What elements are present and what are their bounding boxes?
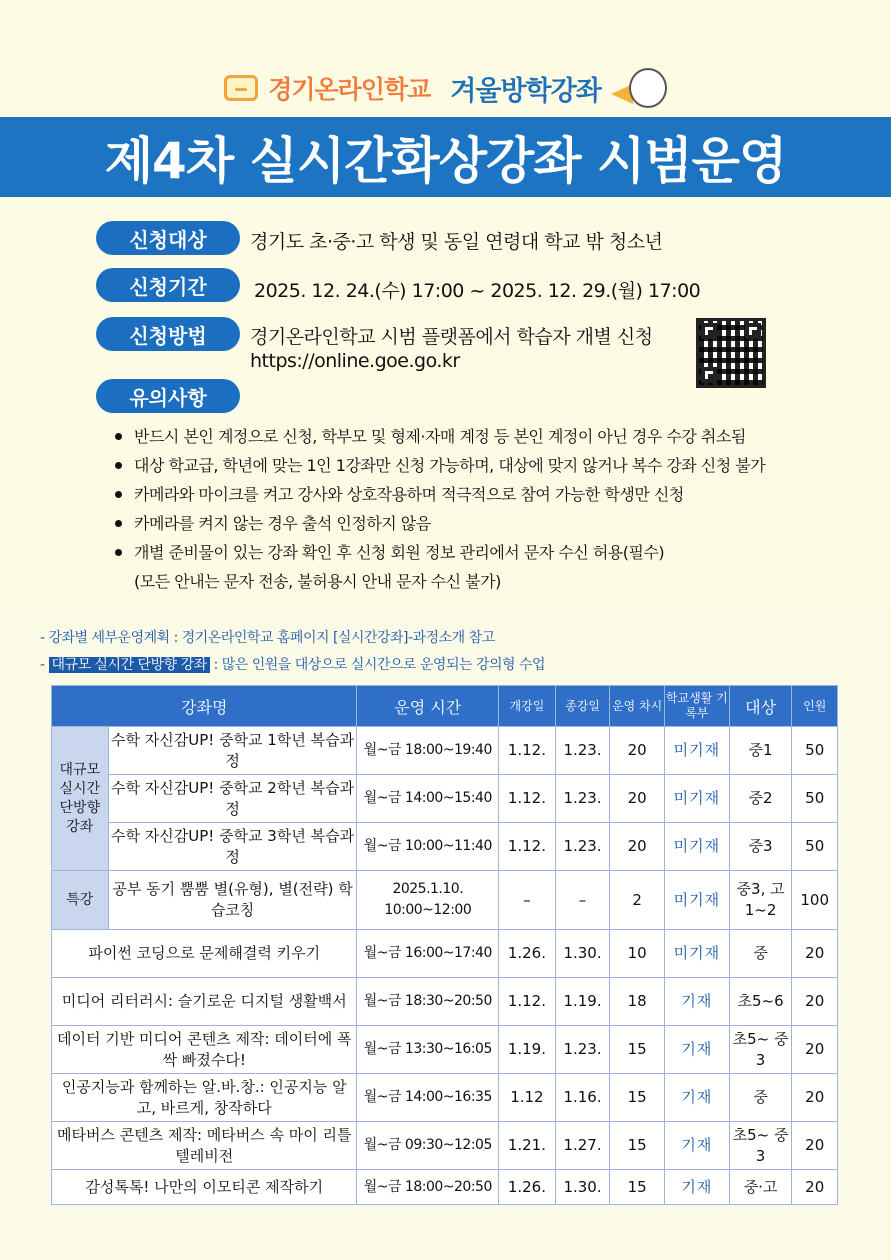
megaphone-icon	[611, 66, 667, 110]
cell-start: 1.19.	[499, 1026, 556, 1074]
list-item: 반드시 본인 계정으로 신청, 학부모 및 형제·자매 계정 등 본인 계정이 아닌 경우 수강 취소됨	[112, 422, 765, 451]
cell-capacity: 20	[792, 1122, 838, 1170]
cell-end: 1.16.	[555, 1074, 610, 1122]
cell-target: 중1	[729, 727, 792, 775]
page-title: 제4차 실시간화상강좌 시범운영	[104, 132, 787, 190]
header-end: 종강일	[555, 686, 610, 727]
cell-target: 중3, 고1~2	[729, 871, 792, 930]
cell-record: 기재	[664, 1074, 729, 1122]
bullet-icon	[115, 491, 122, 498]
cell-capacity: 100	[792, 871, 838, 930]
cell-record: 기재	[664, 978, 729, 1026]
cell-course: 수학 자신감UP! 중학교 3학년 복습과정	[108, 823, 357, 871]
cell-record: 미기재	[664, 727, 729, 775]
cell-end: 1.27.	[555, 1122, 610, 1170]
reference-line-1: - 강좌별 세부운영계획 : 경기온라인학교 홈페이지 [실시간강좌]-과정소개 참고	[40, 630, 495, 646]
header-course: 강좌명	[52, 686, 357, 727]
site-url[interactable]: https://online.goe.go.kr	[250, 350, 460, 372]
cell-course: 수학 자신감UP! 중학교 1학년 복습과정	[108, 727, 357, 775]
cell-record: 미기재	[664, 871, 729, 930]
list-item: 대상 학교급, 학년에 맞는 1인 1강좌만 신청 가능하며, 대상에 맞지 않거나 복수 강좌 신청 불가	[112, 451, 765, 480]
cell-capacity: 50	[792, 823, 838, 871]
cell-target: 중·고	[729, 1170, 792, 1205]
cell-start: 1.26.	[499, 1170, 556, 1205]
label-notes: 유의사항	[96, 379, 240, 413]
label-method: 신청방법	[96, 317, 240, 351]
cell-capacity: 20	[792, 1074, 838, 1122]
cell-target: 중	[729, 1074, 792, 1122]
cell-start: 1.12.	[499, 775, 556, 823]
cell-time: 월~금 18:30~20:50	[357, 978, 499, 1026]
table-row	[52, 775, 838, 823]
cell-end: 1.23.	[555, 1026, 610, 1074]
brand-name: 경기온라인학교	[268, 75, 431, 104]
cell-sessions: 20	[610, 727, 665, 775]
cell-capacity: 50	[792, 775, 838, 823]
header-sessions: 운영 차시	[610, 686, 665, 727]
cell-start: 1.12	[499, 1074, 556, 1122]
cell-time: 월~금 18:00~19:40	[357, 727, 499, 775]
reference-highlight: 대규모 실시간 단방향 강좌	[49, 657, 210, 673]
cell-record: 기재	[664, 1026, 729, 1074]
cell-sessions: 15	[610, 1122, 665, 1170]
reference-line-2: - 대규모 실시간 단방향 강좌 : 많은 인원을 대상으로 실시간으로 운영되는 강의형 수업	[40, 657, 546, 673]
monitor-icon	[224, 75, 258, 101]
cell-start: 1.12.	[499, 823, 556, 871]
cell-sessions: 18	[610, 978, 665, 1026]
header-time: 운영 시간	[357, 686, 499, 727]
cell-record: 기재	[664, 1170, 729, 1205]
table-row	[52, 1074, 838, 1122]
cell-end: 1.23.	[555, 727, 610, 775]
category-special: 특강	[52, 871, 109, 930]
list-item: 카메라를 켜지 않는 경우 출석 인정하지 않음	[112, 509, 765, 538]
cell-start: 1.12.	[499, 727, 556, 775]
cell-start: 1.21.	[499, 1122, 556, 1170]
cell-course: 수학 자신감UP! 중학교 2학년 복습과정	[108, 775, 357, 823]
header-target: 대상	[729, 686, 792, 727]
table-row	[52, 727, 838, 775]
cell-sessions: 2	[610, 871, 665, 930]
category-large: 대규모 실시간 단방향 강좌	[52, 727, 109, 871]
cell-time: 월~금 16:00~17:40	[357, 930, 499, 978]
cell-record: 미기재	[664, 930, 729, 978]
table-row	[52, 978, 838, 1026]
header-capacity: 인원	[792, 686, 838, 727]
cell-course: 데이터 기반 미디어 콘텐츠 제작: 데이터에 폭싹 빠졌수다!	[52, 1026, 357, 1074]
cell-end: 1.23.	[555, 823, 610, 871]
cell-capacity: 20	[792, 1026, 838, 1074]
header-record: 학교생활 기록부	[664, 686, 729, 727]
cell-course: 파이썬 코딩으로 문제해결력 키우기	[52, 930, 357, 978]
cell-time: 2025.1.10. 10:00~12:00	[357, 871, 499, 930]
cell-course: 메타버스 콘텐츠 제작: 메타버스 속 마이 리틀 텔레비전	[52, 1122, 357, 1170]
cell-course: 감성톡톡! 나만의 이모티콘 제작하기	[52, 1170, 357, 1205]
cell-record: 기재	[664, 1122, 729, 1170]
cell-target: 중	[729, 930, 792, 978]
brand-header	[0, 66, 891, 110]
cell-sessions: 20	[610, 775, 665, 823]
cell-end: 1.30.	[555, 930, 610, 978]
brand-subtitle: 겨울방학강좌	[450, 75, 601, 107]
cell-end: 1.19.	[555, 978, 610, 1026]
qr-code	[696, 318, 766, 388]
cell-target: 초5~ 중3	[729, 1026, 792, 1074]
cell-start: 1.12.	[499, 978, 556, 1026]
table-row	[52, 1122, 838, 1170]
list-item: 개별 준비물이 있는 강좌 확인 후 신청 회원 정보 관리에서 문자 수신 허용(필수)	[112, 538, 765, 567]
cell-end: 1.30.	[555, 1170, 610, 1205]
table-row	[52, 1170, 838, 1205]
list-item: 카메라와 마이크를 켜고 강사와 상호작용하며 적극적으로 참여 가능한 학생만 신청	[112, 480, 765, 509]
cell-capacity: 20	[792, 978, 838, 1026]
label-target: 신청대상	[96, 221, 240, 255]
cell-end: 1.23.	[555, 775, 610, 823]
cell-sessions: 15	[610, 1170, 665, 1205]
target-value: 경기도 초·중·고 학생 및 동일 연령대 학교 밖 청소년	[250, 231, 663, 253]
cell-sessions: 15	[610, 1026, 665, 1074]
cell-time: 월~금 18:00~20:50	[357, 1170, 499, 1205]
schedule-table	[51, 685, 838, 1205]
bullet-icon	[115, 433, 122, 440]
cell-record: 미기재	[664, 823, 729, 871]
cell-time: 월~금 09:30~12:05	[357, 1122, 499, 1170]
cell-start: 1.26.	[499, 930, 556, 978]
bullet-icon	[115, 549, 122, 556]
period-value: 2025. 12. 24.(수) 17:00 ~ 2025. 12. 29.(월) 17:00	[254, 280, 701, 302]
cell-time: 월~금 13:30~16:05	[357, 1026, 499, 1074]
cell-capacity: 50	[792, 727, 838, 775]
table-row	[52, 871, 838, 930]
cell-end: –	[555, 871, 610, 930]
cell-course: 미디어 리터러시: 슬기로운 디지털 생활백서	[52, 978, 357, 1026]
title-banner	[0, 117, 891, 197]
cell-time: 월~금 14:00~16:35	[357, 1074, 499, 1122]
cell-record: 미기재	[664, 775, 729, 823]
cell-capacity: 20	[792, 930, 838, 978]
table-row	[52, 823, 838, 871]
notes-list	[112, 422, 765, 596]
cell-start: –	[499, 871, 556, 930]
table-header-row	[52, 686, 838, 727]
notes-sub: (모든 안내는 문자 전송, 불허용시 안내 문자 수신 불가)	[134, 572, 501, 591]
cell-target: 중2	[729, 775, 792, 823]
header-start: 개강일	[499, 686, 556, 727]
table-row	[52, 1026, 838, 1074]
cell-capacity: 20	[792, 1170, 838, 1205]
table-row	[52, 930, 838, 978]
cell-sessions: 15	[610, 1074, 665, 1122]
method-value: 경기온라인학교 시범 플랫폼에서 학습자 개별 신청	[250, 326, 653, 348]
bullet-icon	[115, 462, 122, 469]
cell-course: 공부 동기 뿜뿜 별(유형), 별(전략) 학습코칭	[108, 871, 357, 930]
cell-target: 초5~ 중3	[729, 1122, 792, 1170]
bullet-icon	[115, 520, 122, 527]
cell-sessions: 10	[610, 930, 665, 978]
cell-target: 초5~6	[729, 978, 792, 1026]
cell-sessions: 20	[610, 823, 665, 871]
cell-time: 월~금 10:00~11:40	[357, 823, 499, 871]
cell-target: 중3	[729, 823, 792, 871]
label-period: 신청기간	[96, 268, 240, 302]
cell-course: 인공지능과 함께하는 알.바.창.: 인공지능 알고, 바르게, 창작하다	[52, 1074, 357, 1122]
cell-time: 월~금 14:00~15:40	[357, 775, 499, 823]
